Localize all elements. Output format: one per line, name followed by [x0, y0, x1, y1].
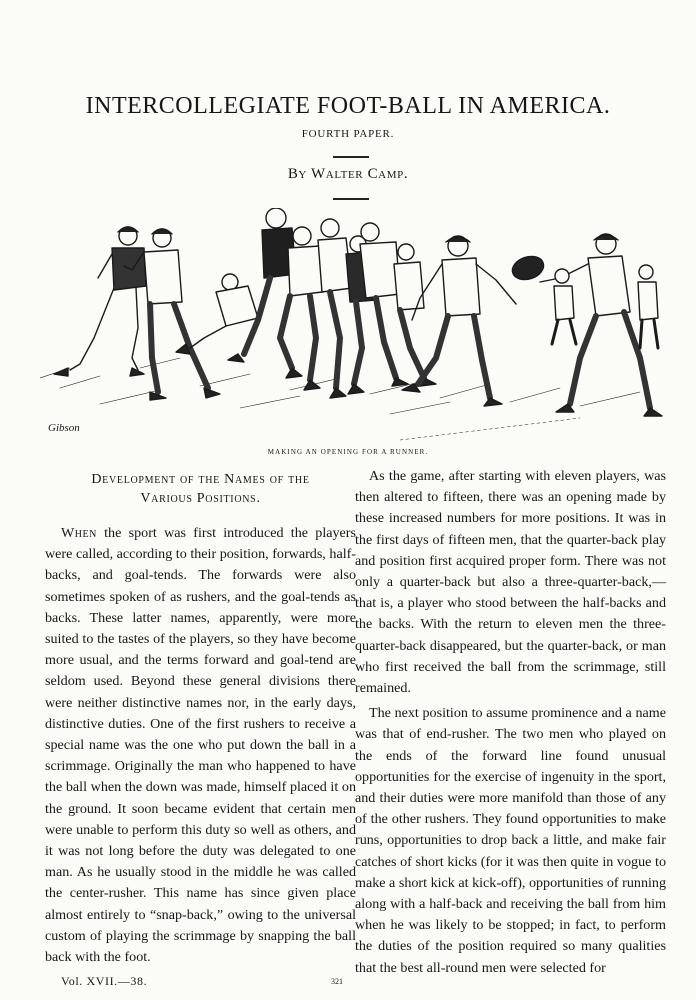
paragraph-lead-in: When: [61, 525, 97, 541]
body-paragraph: [45, 523, 356, 968]
right-column: [355, 466, 666, 979]
player-figure: [552, 269, 576, 344]
article-subtitle: FOURTH PAPER.: [301, 128, 395, 140]
section-heading-line-1: Development of the Names of the: [91, 472, 310, 487]
section-heading-line-2: Various Positions.: [140, 491, 261, 506]
title-divider: [333, 156, 369, 158]
page-number: 321: [331, 977, 343, 986]
scrimmage-cluster: [228, 208, 436, 398]
left-column: [45, 466, 356, 968]
artist-signature: Gibson: [48, 422, 80, 434]
article-byline: By Walter Camp.: [287, 166, 409, 182]
byline-divider: [333, 198, 369, 200]
paragraph-text: the sport was first introduced the players were called, according to their position, forwards, half-backs, and goal-tends. The forwards were also sometimes spoken of as rushers, and the goal-tends as backs. These latter names, apparently, were more suited to the tastes of the players, so they have become more usual, and the terms forward and goal-tend are seldom used. Beyond these general divisions there were neither distinctive names nor, in the early days, distinctive duties. One of the first rushers to receive a special name was the one who put down the ball in a scrimmage. Originally the man who happened to have the ball when the down was made, himself placed it on the ground. It soon became evident that certain men were unable to perform this duty so well as others, and it was not long before the duty was delegated to one man. As he usually stood in the middle he was called the center-rusher. This name has since given place almost entirely to “snap-back,” owing to the universal custom of playing the scrimmage by snapping the ball back with the foot.: [45, 525, 356, 966]
article-title: INTERCOLLEGIATE FOOT-BALL IN AMERICA.: [85, 93, 611, 119]
body-paragraph: The next position to assume prominence and a name was that of end-rusher. The two men who played on the ends of the forward line found unusual opportunities for the exercise of ingenuity in the sport, and their duties were more manifold than those of any of the other rushers. They found opportunities to make runs, opportunities to drop back a little, and make fair catches of short kicks (for it was then quite in vogue to make a short kick at kick-off), opportunities of running along with a half-back and receiving the ball from him when he was likely to be stopped; in fact, to perform the duties of the position required so many qualities that the best all-round men were selected for: [355, 705, 666, 976]
football: [509, 253, 546, 284]
player-figure: [54, 227, 146, 376]
football-illustration: [40, 208, 670, 448]
player-figure: [638, 265, 658, 348]
illustration-caption: MAKING AN OPENING FOR A RUNNER.: [267, 448, 429, 456]
body-paragraph: As the game, after starting with eleven players, was then altered to fifteen, there was an opening made by these increased numbers for more positions. It was in the first days of fifteen men, that the quarter-back play and position first acquired proper form. There was not only a quarter-back but also a three-quarter-back,— that is, a player who stood between the half-backs and the backs. With the return to eleven men the three-quarter-back disappeared, but the quarter-back, or man who first received the ball from the scrimmage, still remained.: [355, 468, 666, 697]
section-heading: [45, 470, 356, 508]
volume-label: Vol. XVII.—38.: [61, 974, 148, 988]
